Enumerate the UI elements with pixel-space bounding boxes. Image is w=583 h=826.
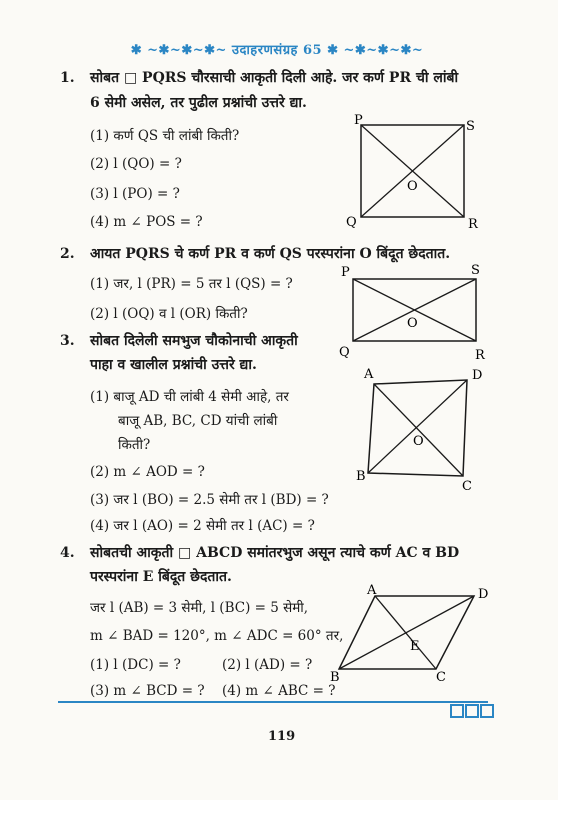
label-s: S	[471, 263, 480, 278]
label-r: R	[468, 217, 478, 230]
q4-given-line1: जर l (AB) = 3 सेमी, l (BC) = 5 सेमी,	[90, 600, 309, 616]
q4-text-line1: सोबतची आकृती □ ABCD समांतरभुज असून त्याचे कर्ण AC व BD	[90, 545, 460, 561]
label-q: Q	[339, 345, 350, 360]
label-r: R	[475, 348, 485, 362]
q2-part-2: (2) l (OQ) व l (OR) किती?	[90, 306, 248, 322]
label-a: A	[367, 583, 377, 598]
q3-part-2: (2) m ∠ AOD = ?	[90, 464, 205, 480]
q4-text-line2: परस्परांना E बिंदूत छेदतात.	[90, 569, 232, 585]
q3-rhombus-figure	[350, 362, 490, 492]
footer-rule	[58, 701, 488, 703]
label-b: B	[356, 469, 366, 484]
q1-text-line2: 6 सेमी असेल, तर पुढील प्रश्नांची उत्तरे द्या.	[90, 95, 307, 111]
section-header: ✱ ~✱~✱~✱~ उदाहरणसंग्रह 65 ✱ ~✱~✱~✱~	[130, 43, 424, 58]
label-o: O	[407, 179, 418, 194]
q4-given-line2: m ∠ BAD = 120°, m ∠ ADC = 60° तर,	[90, 628, 344, 644]
q2-rectangle-figure	[335, 262, 495, 362]
label-c: C	[462, 479, 472, 492]
q4-part-2: (2) l (AD) = ?	[222, 657, 313, 673]
q1-part-1: (1) कर्ण QS ची लांबी किती?	[90, 128, 240, 144]
diagonal-bd	[339, 596, 474, 669]
q4-part-4: (4) m ∠ ABC = ?	[222, 683, 336, 699]
diagonal-ac	[374, 384, 463, 476]
label-p: P	[354, 113, 363, 128]
q3-text-line1: सोबत दिलेली समभुज चौकोनाची आकृती	[90, 333, 298, 349]
q4-number: 4.	[60, 545, 75, 561]
label-o: O	[413, 434, 424, 449]
q3-part-3: (3) जर l (BO) = 2.5 सेमी तर l (BD) = ?	[90, 492, 329, 508]
q2-number: 2.	[60, 246, 75, 262]
q3-part-1a: (1) बाजू AD ची लांबी 4 सेमी आहे, तर	[90, 389, 289, 405]
q1-square-figure	[340, 112, 490, 230]
page-number: 119	[268, 729, 296, 744]
q1-text-line1: सोबत □ PQRS चौरसाची आकृती दिली आहे. जर कर्ण PR ची लांबी	[90, 70, 459, 86]
label-q: Q	[346, 215, 357, 230]
label-c: C	[436, 670, 446, 685]
q3-number: 3.	[60, 333, 75, 349]
q4-part-3: (3) m ∠ BCD = ?	[90, 683, 205, 699]
label-o: O	[407, 316, 418, 331]
label-d: D	[472, 368, 483, 383]
q3-part-1c: किती?	[118, 437, 151, 453]
label-b: B	[330, 670, 340, 685]
q2-part-1: (1) जर, l (PR) = 5 तर l (QS) = ?	[90, 276, 293, 292]
q1-part-2: (2) l (QO) = ?	[90, 156, 182, 172]
q1-part-4: (4) m ∠ POS = ?	[90, 214, 203, 230]
label-p: P	[341, 265, 350, 280]
q3-text-line2: पाहा व खालील प्रश्नांची उत्तरे द्या.	[90, 357, 257, 373]
q4-part-1: (1) l (DC) = ?	[90, 657, 181, 673]
label-e: E	[410, 639, 420, 654]
label-d: D	[478, 587, 489, 602]
q3-part-1b: बाजू AB, BC, CD यांची लांबी	[118, 413, 278, 429]
q2-text-line1: आयत PQRS चे कर्ण PR व कर्ण QS परस्परांना O बिंदूत छेदतात.	[90, 246, 451, 262]
footer-box-ornament	[450, 703, 495, 722]
label-s: S	[466, 119, 475, 134]
q1-number: 1.	[60, 70, 75, 86]
q3-part-4: (4) जर l (AO) = 2 सेमी तर l (AC) = ?	[90, 518, 315, 534]
q1-part-3: (3) l (PO) = ?	[90, 186, 180, 202]
q4-parallelogram-figure	[330, 582, 495, 687]
label-a: A	[364, 367, 374, 382]
